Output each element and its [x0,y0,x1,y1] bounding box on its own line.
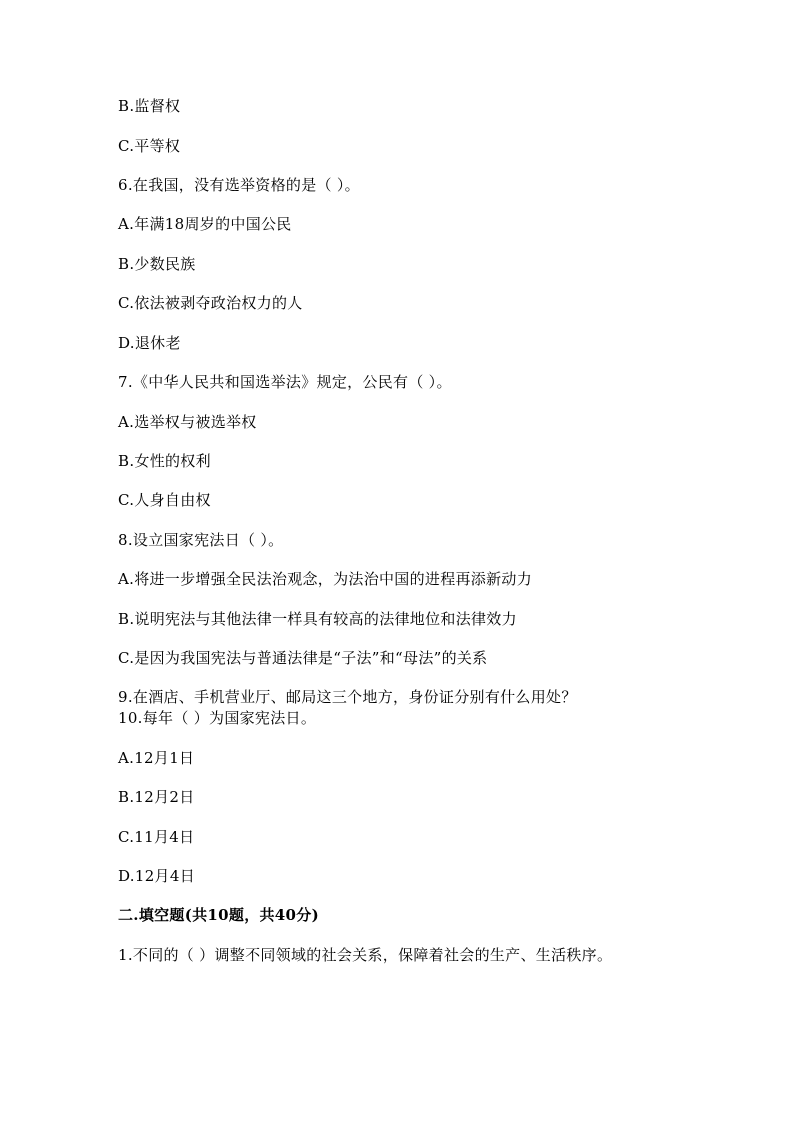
section-title-fill-in: 二.填空题(共10题，共40分) [118,906,319,924]
fill-in-question-1: 1.不同的（ ）调整不同领域的社会关系，保障着社会的生产、生活秩序。 [118,946,613,964]
question-10-option-b: B.12月2日 [118,788,195,806]
question-10-option-c: C.11月4日 [118,828,195,846]
question-6: 6.在我国，没有选举资格的是（ ）。 [118,176,360,194]
question-10-option-d: D.12月4日 [118,867,195,885]
question-10-option-a: A.12月1日 [118,749,195,767]
question-7: 7.《中华人民共和国选举法》规定，公民有（ ）。 [118,373,452,391]
question-7-option-b: B.女性的权利 [118,452,211,470]
question-10: 10.每年（ ）为国家宪法日。 [118,709,317,727]
question-8: 8.设立国家宪法日（ ）。 [118,531,284,549]
question-7-option-c: C.人身自由权 [118,491,211,509]
question-9: 9.在酒店、手机营业厅、邮局这三个地方，身份证分别有什么用处？ [118,688,577,706]
option-c-equality: C.平等权 [118,137,181,155]
question-8-option-a: A.将进一步增强全民法治观念，为法治中国的进程再添新动力 [118,570,533,588]
question-6-option-c: C.依法被剥夺政治权力的人 [118,294,303,312]
option-b-supervision: B.监督权 [118,97,181,115]
question-7-option-a: A.选举权与被选举权 [118,413,257,431]
question-6-option-a: A.年满18周岁的中国公民 [118,215,292,233]
question-8-option-c: C.是因为我国宪法与普通法律是“子法”和“母法”的关系 [118,649,488,667]
question-6-option-d: D.退休老 [118,334,181,352]
question-6-option-b: B.少数民族 [118,255,196,273]
question-8-option-b: B.说明宪法与其他法律一样具有较高的法律地位和法律效力 [118,610,517,628]
